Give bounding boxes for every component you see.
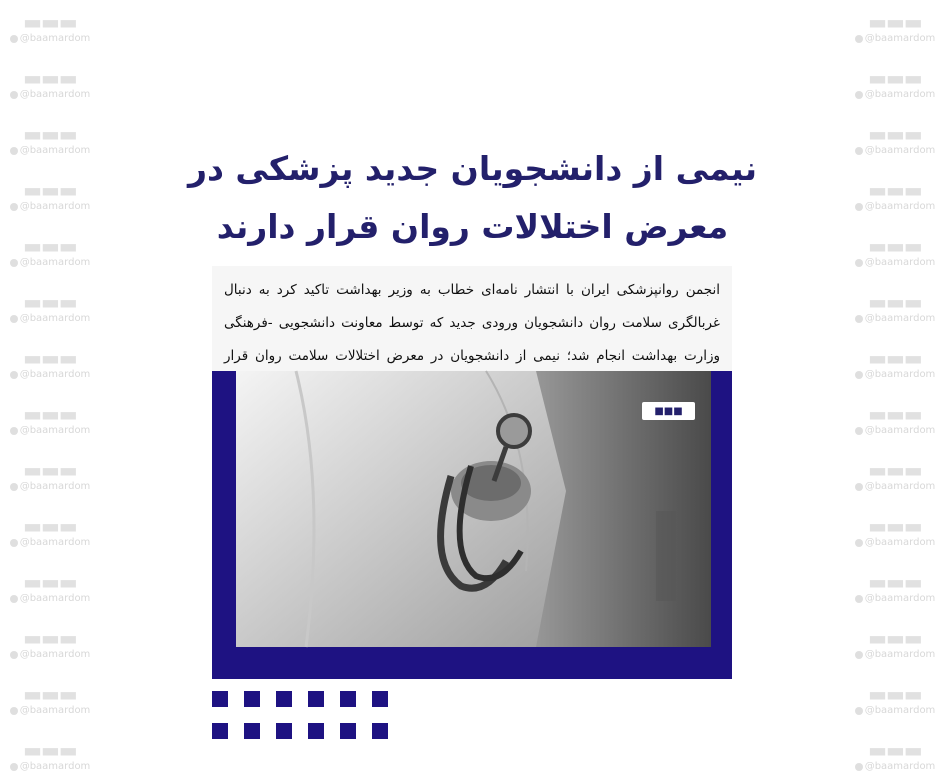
- decor-square: [244, 723, 260, 739]
- watermark-handle-text: @baamardom: [19, 649, 91, 660]
- watermark-logo-icon: ▬▬▬: [23, 682, 77, 706]
- social-icon: [855, 35, 863, 43]
- watermark-logo-icon: ▬▬▬: [868, 178, 922, 202]
- watermark-logo-icon: ▬▬▬: [868, 626, 922, 650]
- watermark-logo-icon: ▬▬▬: [23, 178, 77, 202]
- watermark-item: [845, 504, 945, 560]
- watermark-handle-text: @baamardom: [864, 89, 936, 100]
- social-icon: [855, 203, 863, 211]
- headline-line-1: نیمی از دانشجویان جدید پزشکی در: [188, 149, 757, 188]
- watermark-item: [0, 280, 100, 336]
- social-icon: [855, 707, 863, 715]
- photo-watermark-logo: ■■■: [642, 402, 695, 420]
- social-icon: [10, 315, 18, 323]
- doctor-photo-illustration: [236, 371, 711, 647]
- watermark-item: [845, 616, 945, 672]
- watermark-handle: [10, 201, 91, 213]
- decorative-squares: [212, 691, 392, 741]
- social-icon: [10, 259, 18, 267]
- watermark-item: [845, 56, 945, 112]
- watermark-handle: [855, 313, 936, 325]
- watermark-item: [0, 448, 100, 504]
- social-icon: [855, 147, 863, 155]
- social-icon: [10, 91, 18, 99]
- watermark-item: [845, 112, 945, 168]
- watermark-handle: [855, 593, 936, 605]
- watermark-handle: [855, 761, 936, 773]
- watermark-logo-icon: ▬▬▬: [868, 234, 922, 258]
- watermark-handle-text: @baamardom: [864, 201, 936, 212]
- watermark-handle-text: @baamardom: [864, 145, 936, 156]
- watermark-logo-icon: ▬▬▬: [23, 738, 77, 762]
- watermark-logo-icon: ▬▬▬: [868, 346, 922, 370]
- watermark-handle-text: @baamardom: [864, 257, 936, 268]
- watermark-handle-text: @baamardom: [19, 481, 91, 492]
- watermark-logo-icon: ▬▬▬: [868, 738, 922, 762]
- watermark-logo-icon: ▬▬▬: [23, 10, 77, 34]
- watermark-item: [845, 392, 945, 448]
- headline: [180, 140, 765, 256]
- watermark-logo-icon: ▬▬▬: [23, 402, 77, 426]
- watermark-logo-icon: ▬▬▬: [868, 682, 922, 706]
- watermark-logo-icon: ▬▬▬: [23, 66, 77, 90]
- watermark-handle: [855, 425, 936, 437]
- watermark-item: [0, 560, 100, 616]
- decor-square: [308, 691, 324, 707]
- decor-square: [244, 691, 260, 707]
- watermark-handle: [855, 537, 936, 549]
- watermark-handle-text: @baamardom: [19, 537, 91, 548]
- watermark-handle-text: @baamardom: [864, 425, 936, 436]
- social-icon: [10, 203, 18, 211]
- social-icon: [10, 427, 18, 435]
- watermark-item: [0, 672, 100, 728]
- watermark-handle-text: @baamardom: [19, 201, 91, 212]
- decor-square: [212, 691, 228, 707]
- watermark-logo-icon: ▬▬▬: [23, 234, 77, 258]
- social-icon: [10, 539, 18, 547]
- watermark-handle-text: @baamardom: [19, 313, 91, 324]
- watermark-handle: [10, 425, 91, 437]
- watermark-handle-text: @baamardom: [19, 705, 91, 716]
- decor-square: [340, 723, 356, 739]
- watermark-handle: [855, 649, 936, 661]
- watermark-handle: [10, 481, 91, 493]
- watermark-logo-icon: ▬▬▬: [868, 122, 922, 146]
- watermark-handle-text: @baamardom: [19, 593, 91, 604]
- decor-square: [372, 723, 388, 739]
- social-icon: [855, 91, 863, 99]
- watermark-handle-text: @baamardom: [864, 649, 936, 660]
- watermark-column-right: [845, 0, 945, 772]
- watermark-item: [845, 168, 945, 224]
- watermark-handle: [10, 369, 91, 381]
- watermark-logo-icon: ▬▬▬: [23, 514, 77, 538]
- social-icon: [10, 595, 18, 603]
- watermark-handle-text: @baamardom: [864, 761, 936, 772]
- social-icon: [855, 483, 863, 491]
- watermark-item: [0, 392, 100, 448]
- watermark-handle: [855, 145, 936, 157]
- social-icon: [10, 763, 18, 771]
- watermark-handle: [10, 537, 91, 549]
- social-icon: [855, 315, 863, 323]
- watermark-handle-text: @baamardom: [19, 425, 91, 436]
- watermark-handle: [10, 593, 91, 605]
- watermark-item: [845, 672, 945, 728]
- watermark-item: [845, 280, 945, 336]
- watermark-item: [0, 168, 100, 224]
- social-icon: [855, 539, 863, 547]
- watermark-handle-text: @baamardom: [19, 33, 91, 44]
- watermark-logo-icon: ▬▬▬: [868, 514, 922, 538]
- watermark-item: [0, 504, 100, 560]
- watermark-handle-text: @baamardom: [19, 89, 91, 100]
- social-icon: [10, 371, 18, 379]
- watermark-handle: [10, 145, 91, 157]
- watermark-handle: [10, 313, 91, 325]
- watermark-logo-icon: ▬▬▬: [23, 290, 77, 314]
- social-icon: [855, 595, 863, 603]
- decor-square: [340, 691, 356, 707]
- social-icon: [855, 259, 863, 267]
- watermark-item: [0, 0, 100, 56]
- watermark-handle-text: @baamardom: [19, 761, 91, 772]
- social-icon: [10, 35, 18, 43]
- watermark-handle: [10, 761, 91, 773]
- watermark-logo-icon: ▬▬▬: [868, 10, 922, 34]
- social-icon: [10, 147, 18, 155]
- watermark-item: [845, 224, 945, 280]
- decor-square: [276, 691, 292, 707]
- social-icon: [855, 763, 863, 771]
- watermark-handle-text: @baamardom: [19, 257, 91, 268]
- watermark-handle: [855, 33, 936, 45]
- social-icon: [855, 651, 863, 659]
- watermark-logo-icon: ▬▬▬: [23, 122, 77, 146]
- social-icon: [855, 371, 863, 379]
- watermark-item: [845, 336, 945, 392]
- watermark-logo-icon: ▬▬▬: [868, 66, 922, 90]
- headline-line-2: معرض اختلالات روان قرار دارند: [216, 207, 729, 246]
- social-icon: [855, 427, 863, 435]
- watermark-item: [0, 224, 100, 280]
- watermark-handle: [855, 201, 936, 213]
- social-icon: [10, 483, 18, 491]
- watermark-handle-text: @baamardom: [19, 145, 91, 156]
- watermark-item: [845, 0, 945, 56]
- watermark-handle-text: @baamardom: [864, 369, 936, 380]
- watermark-item: [845, 560, 945, 616]
- watermark-handle-text: @baamardom: [864, 33, 936, 44]
- watermark-handle: [10, 649, 91, 661]
- watermark-logo-icon: ▬▬▬: [23, 346, 77, 370]
- watermark-handle-text: @baamardom: [864, 313, 936, 324]
- watermark-logo-icon: ▬▬▬: [23, 570, 77, 594]
- watermark-handle: [10, 89, 91, 101]
- watermark-logo-icon: ▬▬▬: [23, 626, 77, 650]
- watermark-item: [0, 616, 100, 672]
- watermark-logo-icon: ▬▬▬: [868, 290, 922, 314]
- watermark-handle: [855, 257, 936, 269]
- social-icon: [10, 707, 18, 715]
- article-lead: انجمن روانپزشکی ایران با انتشار نامه‌ای خطاب به وزیر بهداشت تاکید کرد به دنبال غربالگری سلامت روان دانشجویان ورودی جدید که توسط معاونت دانشجویی -فرهنگی وزارت بهداشت انجام شد؛ نیمی از دانشجویان در معرض اختلالات سلامت روان قرار: [212, 266, 732, 371]
- watermark-item: [845, 448, 945, 504]
- watermark-logo-icon: ▬▬▬: [23, 458, 77, 482]
- watermark-item: [0, 728, 100, 784]
- watermark-handle: [855, 481, 936, 493]
- watermark-handle: [855, 89, 936, 101]
- watermark-handle: [855, 705, 936, 717]
- watermark-handle-text: @baamardom: [19, 369, 91, 380]
- watermark-column-left: [0, 0, 100, 772]
- watermark-item: [0, 336, 100, 392]
- watermark-item: [0, 112, 100, 168]
- watermark-handle-text: @baamardom: [864, 537, 936, 548]
- watermark-logo-icon: ▬▬▬: [868, 402, 922, 426]
- decor-square: [276, 723, 292, 739]
- watermark-handle: [855, 369, 936, 381]
- watermark-handle-text: @baamardom: [864, 705, 936, 716]
- doctor-photo: [236, 371, 711, 647]
- watermark-handle: [10, 33, 91, 45]
- watermark-handle: [10, 705, 91, 717]
- watermark-handle-text: @baamardom: [864, 481, 936, 492]
- watermark-item: [845, 728, 945, 784]
- social-icon: [10, 651, 18, 659]
- watermark-logo-icon: ▬▬▬: [868, 458, 922, 482]
- watermark-logo-icon: ▬▬▬: [868, 570, 922, 594]
- watermark-handle-text: @baamardom: [864, 593, 936, 604]
- decor-square: [308, 723, 324, 739]
- watermark-handle: [10, 257, 91, 269]
- decor-square: [372, 691, 388, 707]
- decor-square: [212, 723, 228, 739]
- watermark-item: [0, 56, 100, 112]
